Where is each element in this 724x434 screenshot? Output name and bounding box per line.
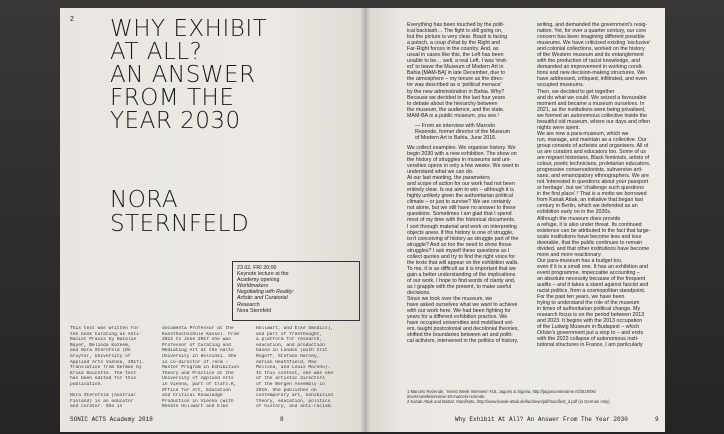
text-line: or heritage', but we 'challenge such questions [537, 185, 644, 192]
text-line: Erika Doucette. The text [70, 370, 137, 376]
text-line: and scope of action for our work had not been [407, 181, 515, 188]
text-line: of the Ludwig Museum in Budapest – which [537, 324, 640, 331]
text-line: questions. Sometimes I am glad that I spend [407, 211, 512, 218]
text-line: with the 2023 collapse of autonomous insti- [537, 336, 639, 343]
lecture-type: Keynote lecture at the [237, 271, 289, 278]
text-line: Rogoff, Stefano Harney, [256, 353, 320, 359]
text-line: isn't conceiving of history as struggle part of the [407, 235, 519, 242]
text-line: have asked ourselves what we want to achieve [407, 302, 518, 309]
text-line: decisions. [407, 290, 431, 297]
text-line: of Modern Art in Bahia, June 2016. [415, 134, 497, 141]
text-line: This text was written for [70, 326, 139, 331]
title-line: YEAR 2030 [110, 108, 241, 134]
text-line: Although the museum does provide [537, 215, 621, 222]
text-line: Rezende, former director of the Museum [415, 128, 511, 135]
footnotes [407, 389, 657, 405]
text-line: 1 Marcelo Rezende, 'Invest Week Interview' #18, Jagons & Sigoria, http://jagoncenteraime.nl/2016/06/ [407, 389, 596, 394]
right-page [365, 8, 665, 432]
text-line: moment and became a museum ourselves. In [537, 100, 645, 107]
text-line: years for a different exhibition practice. We [407, 314, 508, 321]
text-line: struggle? And so too the need to show those [407, 241, 512, 248]
title-line: WHY EXHIBIT [110, 16, 268, 42]
text-line: Racist Praxis by Natalie [70, 337, 137, 343]
text-line: group consists of activists and organisers. All of [537, 142, 649, 149]
lecture-venue: Academy opening [237, 277, 280, 284]
text-line: demanded an improvement in working condi- [537, 64, 643, 71]
text-line: I sort through material and work on interpreting [407, 223, 517, 230]
text-line: trying to understand the role of the museum [537, 300, 640, 307]
text-line: We collect examples. We organise history. We [407, 144, 516, 151]
text-line: Because we decided in the last four years [407, 94, 506, 101]
author-line: STERNFELD [110, 211, 250, 237]
text-line: from Kanak Attak, an initiative that began last [537, 197, 643, 204]
text-line: even if it is a small one. It has an exhibition and [537, 263, 649, 270]
article-title [110, 18, 360, 133]
text-line: divided, and that other institutions have become [537, 245, 650, 252]
text-line: of the Bergen Assembly in [256, 381, 325, 387]
text-line: research focus is on the period between 2013 [537, 312, 645, 319]
text-line: gain a better understanding of the implications [407, 271, 516, 278]
page-number-left: 8 [280, 416, 284, 423]
text-line: sans, and emancipatory ethnographers. We are [537, 173, 649, 180]
text-line: Bahia [MAM-BA] in late December, due to [407, 70, 506, 77]
title-line: AT ALL? [110, 39, 203, 65]
text-line: tions and new decision-making structures. We [537, 70, 645, 77]
text-line: Bayer, Belinda Kazeem, [70, 342, 131, 348]
text-line: of our work. I hope to find words of clarity and, [407, 277, 516, 284]
text-line: MAM-BA is a public museum, you see.¹ [407, 112, 500, 119]
running-title: Why Exhibit At All? An Answer From The Year 2030 [455, 416, 628, 423]
text-line: 2021, as the institutions were being privatised, [537, 106, 646, 113]
page-number-right: 9 [655, 416, 659, 423]
body-text-col2 [537, 22, 661, 349]
text-line: Applied Arts Vienna, 2017). [70, 359, 145, 365]
text-line: racist politics, from a cosmopolitan standpoint. [537, 288, 646, 295]
text-line: exhibition early on in the 2020s. [537, 209, 612, 216]
text-line: At our last meeting, the parameters [407, 175, 490, 182]
text-line: understand what we can do. [407, 169, 474, 176]
text-line: beautiful old museum, where our days and often [537, 118, 651, 125]
text-line: — From an interview with Marcelo [415, 122, 496, 129]
book-gutter [360, 8, 370, 432]
text-line: University of Applied Arts [162, 376, 234, 382]
lecture-series: Worldmakers [237, 283, 269, 290]
text-line: the atmosphere – my tenure as the direc- [407, 76, 504, 83]
text-line: Orbán's government put a stop to – and ends [537, 330, 644, 337]
text-line: and Nora Sternfeld (De [70, 348, 131, 354]
text-line: highly unlikely given the authoritarian political [407, 193, 513, 200]
text-line: with our work here. We had been fighting for [407, 308, 511, 315]
column-1 [407, 22, 533, 344]
text-line: and part of freethought, [256, 331, 323, 337]
lecture-title-3: Research [237, 301, 260, 308]
text-line: Everything has been touched by the polit- [407, 22, 505, 28]
text-line: and do what we could. We seized a favourable [537, 94, 647, 101]
column-2 [537, 22, 661, 349]
text-line: tor was described as a 'political menace' [407, 82, 502, 89]
bio-column-3 [256, 326, 356, 410]
text-line: To me, it is as difficult as it is important that we [407, 265, 516, 272]
text-line: ical backlash… The fight is still going on, [407, 28, 503, 35]
text-line: 2012 to June 2017 she was [162, 337, 231, 343]
text-line: theory, education, politics [256, 398, 331, 404]
text-line: Then, we decided to get together [537, 88, 615, 95]
text-line: 2 Kanak Attak und Basta!, Manifesto, http://www.kanak-attak.de/ka/down/pdf/manifest_d.pdf (in German only). [407, 399, 611, 405]
lecture-box [232, 261, 360, 321]
bio-column-1 [70, 326, 158, 410]
text-line: a refuge, it is also under threat. Its continued [537, 221, 642, 228]
text-line: climate – or just to survive? We are certainly [407, 199, 511, 206]
text-line: desirable, that the public continues to remain [537, 239, 643, 246]
text-line: the texts that will appear on the exhibition walls. [407, 259, 519, 266]
text-line: Professor of Curating and [162, 342, 231, 348]
text-line: not 'interested in questions about your passport [537, 179, 649, 186]
text-line: Finland) is an educator [70, 398, 134, 404]
lecture-date: 23.02, FRI 20:00 [237, 265, 277, 271]
lecture-title-2: Artistic and Curatorial [237, 295, 288, 302]
text-line: not alone, but we still have no answer to these [407, 205, 516, 212]
text-line: we formed an autonomous collective inside the [537, 112, 648, 119]
text-line: based in London (with Irit [256, 348, 328, 354]
text-line: and 2023. It begins with the 2013 occupation [537, 318, 643, 325]
text-line: 2016. She publishes on [256, 387, 317, 393]
text-line: documenta Professor at the [162, 326, 234, 331]
text-line: us are curators and educators too. Some of us [537, 148, 646, 155]
text-line: the museum, the audience, and the state. [407, 106, 505, 113]
text-line: begin 2030 with a new exhibition. The show on [407, 150, 517, 157]
text-line: occupied museums. [537, 82, 585, 89]
text-line: in Vienna, part of trafo.K, [162, 381, 237, 387]
title-line: FROM THE [110, 85, 235, 111]
text-line: versities opens in only a few weeks. We want to [407, 163, 520, 170]
epigraph [407, 22, 533, 119]
text-line: of the Western museum and its entanglement [537, 52, 644, 59]
text-line: in the first place'.² That is a motto we borrowed [537, 191, 647, 198]
text-line: tutional structures in France, I am particularly [537, 342, 643, 349]
text-line: are migrant historians, Black feminists, artists of [537, 155, 650, 162]
text-line: a platform for research, [256, 337, 323, 343]
text-line: shifted the boundaries between art and politi- [407, 332, 513, 339]
text-line: entirely clear. Is our aim to win – although it is [407, 187, 514, 194]
left-page [60, 8, 365, 432]
text-line: with the production of racist knowledge, and [537, 58, 641, 65]
text-line: education, and production [256, 342, 325, 348]
text-line: in times of authoritarian political change. My [537, 306, 641, 313]
text-line: event programme, impeccable accounting – [537, 269, 640, 276]
text-line: the book Curating as Anti- [70, 331, 142, 337]
text-line: have occupied universities and mobilised vot- [407, 320, 514, 327]
text-line: collect quotes and try to find the right voice for [407, 253, 516, 260]
text-line: Far-Right forces in the country. And, as [407, 46, 499, 53]
text-line: Renate Höllwart and Elke [162, 404, 229, 410]
text-line: progressive conservationists, subversive arti- [537, 167, 643, 174]
text-line: but the picture is very clear. Brazil is facing [407, 34, 508, 41]
text-line: Adrian Heathfield, Mao [256, 359, 317, 365]
text-line: Höllwart, and Elke Smodics), [256, 326, 334, 331]
text-line: more and more reactionary. [537, 251, 602, 258]
text-line: scale institutions have become less and less [537, 233, 642, 240]
text-line: Kunsthochschule Kassel. From [162, 331, 240, 337]
text-line: usual in cases like this, the Left has been [407, 52, 504, 59]
text-line: Mediating Art at the Aalto [162, 348, 234, 354]
text-line: nation. Yet, for over a quarter century, our core [537, 28, 647, 35]
text-line: For the past ten years, we have been [537, 294, 625, 301]
text-line: Master Program in Exhibition [162, 365, 240, 371]
publication-name: SONIC ACTS Academy 2018 [70, 416, 153, 423]
page-number-top-left: 2 [70, 16, 74, 23]
text-line: and colonial collections, worked on the history [537, 46, 645, 53]
epigraph-source [407, 123, 533, 141]
text-line: University in Helsinki. She [162, 353, 237, 359]
title-line: AN ANSWER [110, 62, 256, 88]
text-line: colour, poetic technicians, proletarian educators, [537, 161, 651, 168]
text-line: objects anew. If this history is one of struggle, [407, 229, 514, 236]
text-line: to debate about the hierarchy between [407, 100, 498, 107]
text-line: publication. [70, 381, 104, 387]
text-line: invest-weekinterview-18-marcelo-rezende. [407, 394, 486, 400]
text-line: is co-director of /ecm – [162, 359, 229, 365]
text-line: unable to be… well, a real Left. I was 'invit- [407, 58, 508, 65]
text-line: In this context, she was one [256, 370, 334, 376]
text-line: ed' to leave the Museum of Modern Art in [407, 64, 504, 71]
text-line: cal activism, intervened in the politics of history, [407, 338, 519, 345]
text-line: writing, and demanded the government's resig- [537, 22, 648, 28]
text-line: century in Berlin, which we defended as an [537, 203, 638, 210]
text-line: has been edited for this [70, 376, 137, 382]
text-line: Nora Sternfeld (Austria/ [70, 393, 137, 399]
text-line: of the artistic directors [256, 376, 325, 382]
text-line: run, manage, and maintain as a collective. Our [537, 136, 647, 143]
text-line: Since we took over the museum, we [407, 296, 493, 303]
text-line: concern has been imagining different possible [537, 34, 645, 41]
text-line: existence can be attributed to the fact that large- [537, 227, 651, 234]
text-line: ers, taught postcolonial and decolonial theories, [407, 326, 519, 333]
text-line: Theory and Practice at the [162, 370, 234, 376]
text-line: struggles? I ask myself these questions as I [407, 247, 510, 254]
text-line: Gruyter, University of [70, 353, 131, 359]
text-line: most of my time with the historical documents. [407, 217, 516, 224]
text-line: museums. We have criticised existing 'exclusive' [537, 40, 651, 47]
right-footer [455, 416, 659, 423]
text-line: as I grapple with the present, to make useful [407, 283, 511, 290]
text-line: audits – and it takes a stand against fascist and [537, 282, 649, 289]
bio-column-2 [162, 326, 252, 410]
text-line: Office for Art, Education [162, 387, 231, 393]
text-line: the history of struggles in museums and uni- [407, 156, 511, 163]
left-footer [70, 416, 360, 423]
text-line: Mollona, and Louis Moreno). [256, 365, 331, 371]
lecture-speaker: Nora Sternfeld [237, 307, 272, 314]
text-line: Production in Vienna (with [162, 398, 234, 404]
text-line: and Critical Knowledge [162, 393, 223, 399]
lecture-title-1: Negotiating with Reality: [237, 289, 294, 296]
text-line: contemporary art, exhibition [256, 393, 334, 399]
text-line: an absolute necessity because of the frequent [537, 275, 646, 282]
author-line: NORA [110, 187, 179, 213]
text-line: We are now a para-museum, which we [537, 130, 629, 137]
text-line: and curator. She is [70, 404, 123, 410]
text-line: Our para-museum has a budget too, [537, 257, 623, 264]
text-line: a putsch, a coup d'état by the Right and [407, 40, 501, 47]
text-line: of history, and anti-racism. [256, 404, 334, 410]
text-line: by the new administration in Bahia. Why? [407, 88, 505, 95]
text-line: Translation from German by [70, 365, 142, 371]
text-line: have addressed, critiqued, infiltrated, and even [537, 76, 647, 83]
body-text-col1 [407, 145, 533, 345]
text-line: nights were spent. [537, 124, 580, 131]
author-name [110, 188, 249, 236]
